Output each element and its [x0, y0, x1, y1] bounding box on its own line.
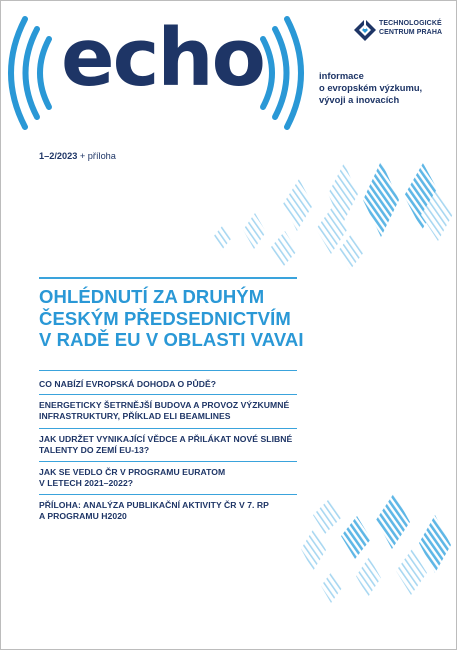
- issue-number-value: 1–2/2023: [39, 151, 78, 161]
- tagline-line: vývoji a inovacích: [319, 94, 400, 105]
- technology-centre-logo-icon: [353, 18, 377, 42]
- signal-arc-left-inner: [40, 39, 49, 107]
- contents-item-line: A PROGRAMU H2020: [39, 511, 127, 521]
- publisher-line: TECHNOLOGICKÉ: [379, 20, 442, 27]
- publisher-name: [379, 20, 442, 37]
- contents-item-line: JAK UDRŽET VYNIKAJÍCÍ VĚDCE A PŘILÁKAT NOVÉ SLIBNÉ: [39, 434, 293, 444]
- signal-arc-right-middle: [275, 29, 287, 117]
- headline-top-rule: [39, 277, 297, 279]
- contents-item-line: V LETECH 2021–2022?: [39, 478, 134, 488]
- issue-number: [39, 151, 116, 161]
- contents-rule: [39, 370, 297, 371]
- echo-logo-wordmark: echo: [61, 12, 264, 104]
- upper-diamonds: [213, 161, 453, 270]
- contents-item-line: JAK SE VEDLO ČR V PROGRAMU EURATOM: [39, 467, 226, 477]
- masthead-tagline: [319, 70, 449, 106]
- contents-rule: [39, 461, 297, 462]
- signal-arc-right-inner: [263, 39, 272, 107]
- contents-item: [39, 500, 301, 522]
- contents-item-line: ENERGETICKY ŠETRNĚJŠÍ BUDOVA A PROVOZ VÝZKUMNÉ: [39, 400, 290, 410]
- contents-item: [39, 379, 301, 390]
- contents-item: [39, 400, 301, 422]
- contents-rule: [39, 394, 297, 395]
- contents-item-line: CO NABÍZÍ EVROPSKÁ DOHODA O PŮDĚ?: [39, 379, 217, 389]
- contents-item-line: PŘÍLOHA: ANALÝZA PUBLIKAČNÍ AKTIVITY ČR V 7. RP: [39, 500, 269, 510]
- contents-item: [39, 467, 301, 489]
- contents-item-line: INFRASTRUKTURY, PŘÍKLAD ELI BEAMLINES: [39, 411, 231, 421]
- headline-line: V RADĚ EU V OBLASTI VAVAI: [39, 329, 304, 350]
- contents-item-line: TALENTY DO ZEMÍ EU-13?: [39, 445, 150, 455]
- contents-rule: [39, 428, 297, 429]
- tagline-line: o evropském výzkumu,: [319, 82, 423, 93]
- cover-headline: [39, 286, 304, 351]
- signal-arc-left-middle: [26, 29, 38, 117]
- headline-line: ČESKÝM PŘEDSEDNICTVÍM: [39, 307, 291, 329]
- headline-line: OHLÉDNUTÍ ZA DRUHÝM: [39, 286, 265, 307]
- lower-diamonds: [301, 493, 451, 603]
- issue-supplement: + příloha: [79, 151, 116, 161]
- tagline-line: informace: [319, 70, 364, 81]
- contents-item: [39, 434, 301, 456]
- publisher-line: CENTRUM PRAHA: [379, 28, 443, 36]
- contents-rule: [39, 494, 297, 495]
